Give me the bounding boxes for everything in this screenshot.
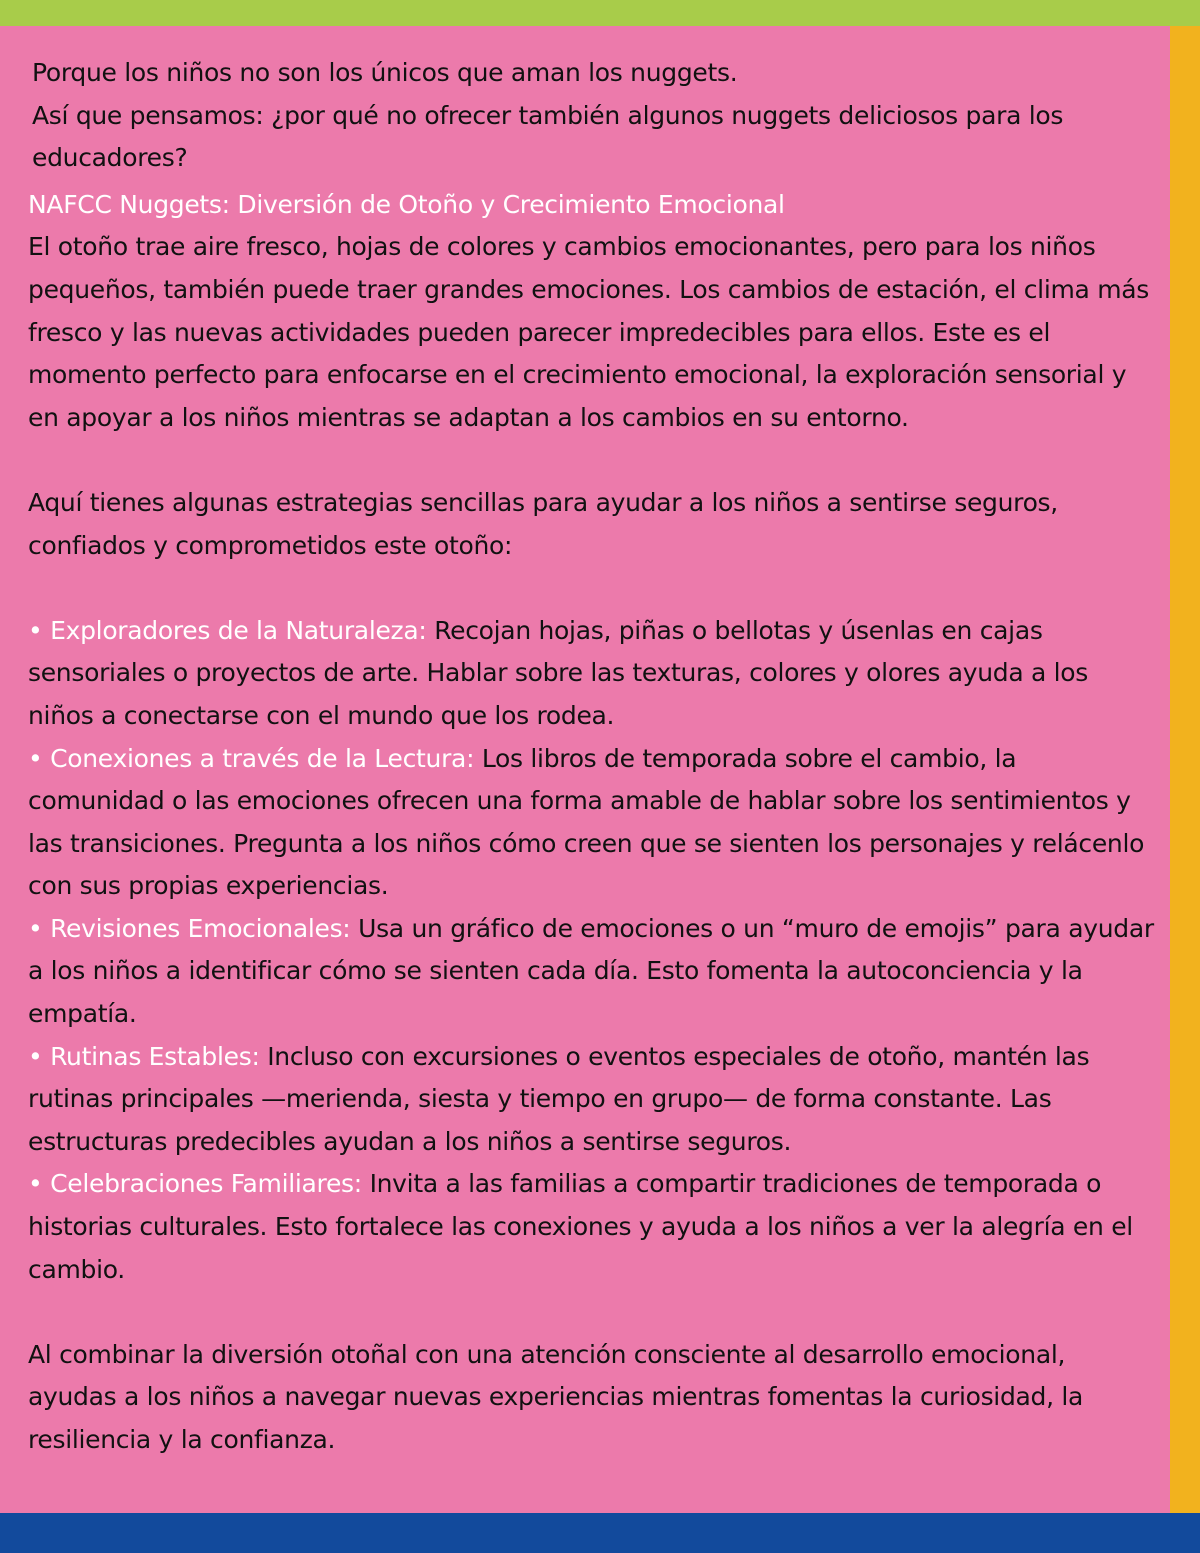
spacer xyxy=(28,439,1158,482)
tip-item xyxy=(28,610,1158,738)
tip-text: Usa un gráfico de emociones o un “muro de emojis” para ayudar a los niños a identificar cómo se sienten cada día. Esto fomenta la autoconciencia y la empatía. xyxy=(28,913,1154,1029)
section-heading: NAFCC Nuggets: Diversión de Otoño y Crecimiento Emocional xyxy=(28,189,785,219)
tip-item xyxy=(28,738,1158,908)
top-color-bar xyxy=(0,0,1200,26)
tip-title: Rutinas Estables: xyxy=(50,1041,260,1071)
tip-bullet: • xyxy=(28,1169,43,1199)
spacer xyxy=(28,1291,1158,1334)
tips-list xyxy=(28,610,1158,1292)
newsletter-content xyxy=(28,52,1158,1462)
intro-paragraph: El otoño trae aire fresco, hojas de colores y cambios emocionantes, pero para los niños pequeños, también puede traer grandes emociones. Los cambios de estación, el clima más fresco y las nuevas actividades pueden parecer impredecibles para ellos. Este es el momento perfecto para enfocarse en el crecimiento emocional, la exploración sensorial y en apoyar a los niños mientras se adaptan a los cambios en su entorno. xyxy=(28,232,1149,432)
strategies-intro: Aquí tienes algunas estrategias sencillas para ayudar a los niños a sentirse seguros, confiados y comprometidos este otoño: xyxy=(28,487,1058,560)
intro-line-1: Porque los niños no son los únicos que aman los nuggets. xyxy=(32,58,738,87)
tip-text: Los libros de temporada sobre el cambio, la comunidad o las emociones ofrecen una forma amable de hablar sobre los sentimientos y las transiciones. Pregunta a los niños cómo creen que se sienten los personajes y relácenlo con sus propias experiencias. xyxy=(28,743,1145,901)
tip-title: Revisiones Emocionales: xyxy=(50,913,351,943)
intro-line-2: Así que pensamos: ¿por qué no ofrecer también algunos nuggets deliciosos para los educadores? xyxy=(32,100,1064,173)
tip-item xyxy=(28,1036,1158,1164)
tip-bullet: • xyxy=(28,1041,43,1071)
tip-bullet: • xyxy=(28,615,43,645)
tip-title: Exploradores de la Naturaleza: xyxy=(50,615,427,645)
tip-text: Incluso con excursiones o eventos especiales de otoño, mantén las rutinas principales —merienda, siesta y tiempo en grupo— de forma constante. Las estructuras predecibles ayudan a los niños a sentirse seguros. xyxy=(28,1041,1090,1156)
tip-bullet: • xyxy=(28,913,43,943)
tip-title: Conexiones a través de la Lectura: xyxy=(50,743,475,773)
tip-item xyxy=(28,1163,1158,1291)
tip-text: Recojan hojas, piñas o bellotas y úsenlas en cajas sensoriales o proyectos de arte. Hablar sobre las texturas, colores y olores ayuda a los niños a conectarse con el mundo que los rodea. xyxy=(28,615,1089,730)
tip-bullet: • xyxy=(28,743,43,773)
bottom-color-bar xyxy=(0,1513,1200,1553)
right-color-bar xyxy=(1170,26,1200,1513)
tip-title: Celebraciones Familiares: xyxy=(50,1169,362,1199)
tip-text: Invita a las familias a compartir tradiciones de temporada o historias culturales. Esto fortalece las conexiones y ayuda a los niños a ver la alegría en el cambio. xyxy=(28,1169,1133,1284)
closing-paragraph: Al combinar la diversión otoñal con una atención consciente al desarrollo emocional, ayudas a los niños a navegar nuevas experiencias mientras fomentas la curiosidad, la resiliencia y la confianza. xyxy=(28,1339,1084,1454)
spacer xyxy=(28,567,1158,610)
tip-item xyxy=(28,908,1158,1036)
